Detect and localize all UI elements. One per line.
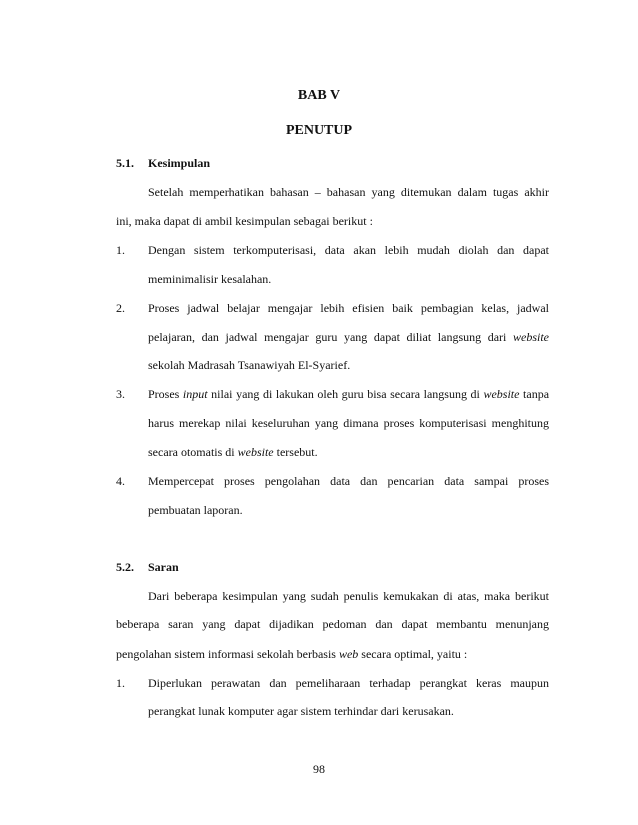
text-span: Proses xyxy=(148,387,180,401)
list-item-line: harus merekap nilai keseluruhan yang dimana proses komputerisasi menghitung xyxy=(148,416,549,430)
list-item-line: Diperlukan perawatan dan pemeliharaan terhadap perangkat keras maupun xyxy=(148,676,549,690)
list-item-line: sekolah Madrasah Tsanawiyah El-Syarief. xyxy=(148,358,351,372)
italic-term: website xyxy=(483,387,520,401)
chapter-title: BAB V xyxy=(297,88,341,103)
section-title: Kesimpulan xyxy=(148,156,211,170)
list-number: 1. xyxy=(116,243,125,257)
list-item-line: Proses jadwal belajar mengajar lebih efisien baik pembagian kelas, jadwal xyxy=(148,301,549,315)
list-item-line: pembuatan laporan. xyxy=(148,503,243,517)
list-item-line xyxy=(148,387,549,402)
list-item-line: Mempercepat proses pengolahan data dan pencarian data sampai proses xyxy=(148,474,549,488)
italic-term: website xyxy=(513,330,550,344)
text-span: secara optimal, yaitu : xyxy=(361,647,468,661)
section-heading-5-1 xyxy=(116,156,210,171)
section-heading-5-2 xyxy=(116,560,179,575)
list-number: 1. xyxy=(116,676,125,690)
list-number: 2. xyxy=(116,301,125,315)
list-number: 3. xyxy=(116,387,125,401)
text-span: pengolahan sistem informasi sekolah berbasis xyxy=(116,647,336,661)
section-number: 5.1. xyxy=(116,156,134,170)
list-item-line: perangkat lunak komputer agar sistem terhindar dari kerusakan. xyxy=(148,704,454,718)
text-span: pelajaran, dan jadwal mengajar guru yang dapat diliat langsung dari xyxy=(148,330,507,344)
text-span: tanpa xyxy=(523,387,550,401)
paragraph-line: Dari beberapa kesimpulan yang sudah penulis kemukakan di atas, maka berikut xyxy=(148,589,549,603)
list-item-line xyxy=(148,445,318,460)
section-title: Saran xyxy=(148,560,179,574)
paragraph-line: Setelah memperhatikan bahasan – bahasan yang ditemukan dalam tugas akhir xyxy=(148,185,549,199)
list-number: 4. xyxy=(116,474,125,488)
text-span: nilai yang di lakukan oleh guru bisa secara langsung di xyxy=(211,387,480,401)
italic-term: input xyxy=(182,387,208,401)
italic-term: website xyxy=(237,445,274,459)
paragraph-line: ini, maka dapat di ambil kesimpulan sebagai berikut : xyxy=(116,214,373,228)
paragraph-line xyxy=(116,647,467,662)
list-item-line xyxy=(148,330,549,345)
list-item-line: Dengan sistem terkomputerisasi, data akan lebih mudah diolah dan dapat xyxy=(148,243,549,257)
section-number: 5.2. xyxy=(116,560,134,574)
text-span: tersebut. xyxy=(276,445,318,459)
italic-term: web xyxy=(338,647,359,661)
list-item-line: meminimalisir kesalahan. xyxy=(148,272,272,286)
paragraph-line: beberapa saran yang dapat dijadikan pedoman dan dapat membantu menunjang xyxy=(116,617,549,631)
page-number: 98 xyxy=(313,762,325,776)
text-span: secara otomatis di xyxy=(148,445,235,459)
chapter-subtitle: PENUTUP xyxy=(285,123,353,138)
